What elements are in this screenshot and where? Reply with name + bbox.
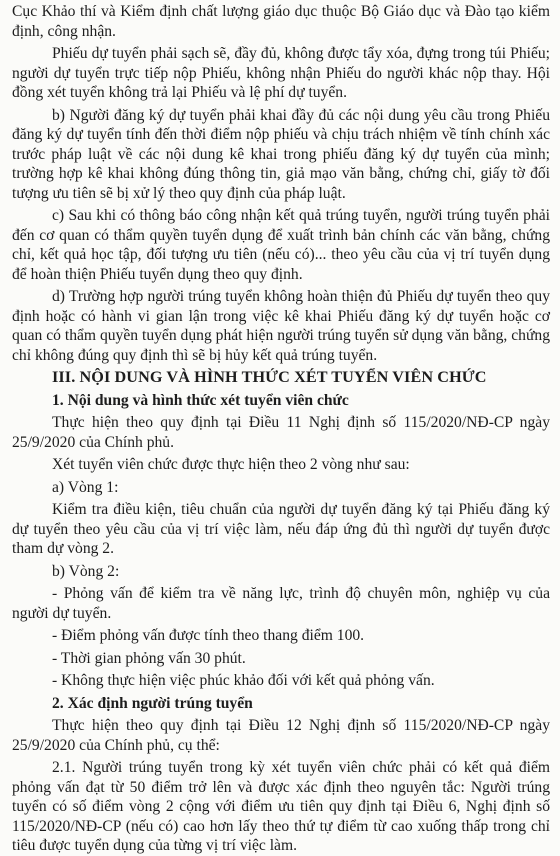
paragraph-2-1: 2.1. Người trúng tuyển trong kỳ xét tuyển viên chức phải có kết quả điểm phỏng vấn đạt từ 50 điểm trở lên và được xác định theo nguyên tắc: Người trúng tuyển có số điểm vòng 2 cộng với điểm ưu tiên quy định tại Điều 6, Nghị định số 115/2020/NĐ-CP (nếu có) cao hơn lấy theo thứ tự điểm từ cao xuống thấp trong chỉ tiêu được tuyển dụng của từng vị trí việc làm. <box>12 759 550 854</box>
paragraph-item-b: b) Người đăng ký dự tuyển phải khai đầy đủ các nội dung yêu cầu trong Phiếu đăng ký dự tuyển tính đến thời điểm nộp phiếu và chịu trách nhiệm về tính chính xác trước pháp luật về các nội dung kê khai trong phiếu đăng ký dự tuyển của mình; trường hợp kê khai không đúng thông tin, giả mạo văn bằng, chứng chỉ, giấy tờ đối tượng ưu tiên sẽ bị xử lý theo quy định của pháp luật. <box>12 106 550 202</box>
list-item-no-review: - Không thực hiện việc phúc khảo đối với kết quả phỏng vấn. <box>52 672 435 689</box>
list-item-duration: - Thời gian phỏng vấn 30 phút. <box>52 649 246 667</box>
list-item-score-scale: - Điểm phỏng vấn được tính theo thang điểm 100. <box>52 627 365 644</box>
paragraph-decree-article-12: Thực hiện theo quy định tại Điều 12 Nghị định số 115/2020/NĐ-CP ngày 25/9/2020 của Chính phủ, cụ thể: <box>12 717 550 754</box>
paragraph-item-c: c) Sau khi có thông báo công nhận kết quả trúng tuyển, người trúng tuyển phải đến cơ quan có thẩm quyền tuyển dụng để xuất trình bản chính các văn bằng, chứng chỉ, kết quả học tập, đối tượng ưu tiên (nếu có)... theo yêu cầu của vị trí tuyển dụng để hoàn thiện Phiếu tuyển dụng theo quy định. <box>12 207 550 283</box>
subheading-2: 2. Xác định người trúng tuyển <box>52 694 253 712</box>
section-heading-iii: III. NỘI DUNG VÀ HÌNH THỨC XÉT TUYỂN VIÊN CHỨC <box>52 368 487 386</box>
paragraph-round-1-detail: Kiểm tra điều kiện, tiêu chuẩn của người dự tuyển đăng ký tại Phiếu đăng ký dự tuyển theo yêu cầu của vị trí việc làm, nếu đáp ứng đủ thì người dự tuyển được tham dự vòng 2. <box>12 501 550 557</box>
paragraph-two-rounds: Xét tuyển viên chức được thực hiện theo 2 vòng như sau: <box>52 456 410 473</box>
paragraph-decree-article-11: Thực hiện theo quy định tại Điều 11 Nghị định số 115/2020/NĐ-CP ngày 25/9/2020 của Chính phủ. <box>12 414 550 451</box>
paragraph-continuation: Cục Khảo thí và Kiểm định chất lượng giáo dục thuộc Bộ Giáo dục và Đào tạo kiểm định, công nhận. <box>12 3 550 40</box>
paragraph-round-2-label: b) Vòng 2: <box>52 562 120 580</box>
paragraph-submission-rules: Phiếu dự tuyển phải sạch sẽ, đầy đủ, không được tẩy xóa, đựng trong túi Phiếu; người dự tuyển trực tiếp nộp Phiếu, không nhận Phiếu do người khác nộp thay. Hội đồng xét tuyển không trả lại Phiếu và lệ phí dự tuyển. <box>12 45 550 101</box>
paragraph-item-d: d) Trường hợp người trúng tuyển không hoàn thiện đủ Phiếu dự tuyển theo quy định hoặc có hành vi gian lận trong việc kê khai Phiếu đăng ký dự tuyển hoặc cơ quan có thẩm quyền tuyển dụng phát hiện người trúng tuyển sử dụng văn bằng, chứng chỉ không đúng quy định thì sẽ bị hủy kết quả trúng tuyển. <box>12 288 550 364</box>
list-item-interview: - Phỏng vấn để kiểm tra về năng lực, trình độ chuyên môn, nghiệp vụ của người dự tuyển. <box>12 585 550 622</box>
paragraph-round-1-label: a) Vòng 1: <box>52 478 119 496</box>
subheading-1: 1. Nội dung và hình thức xét tuyển viên chức <box>52 391 349 409</box>
